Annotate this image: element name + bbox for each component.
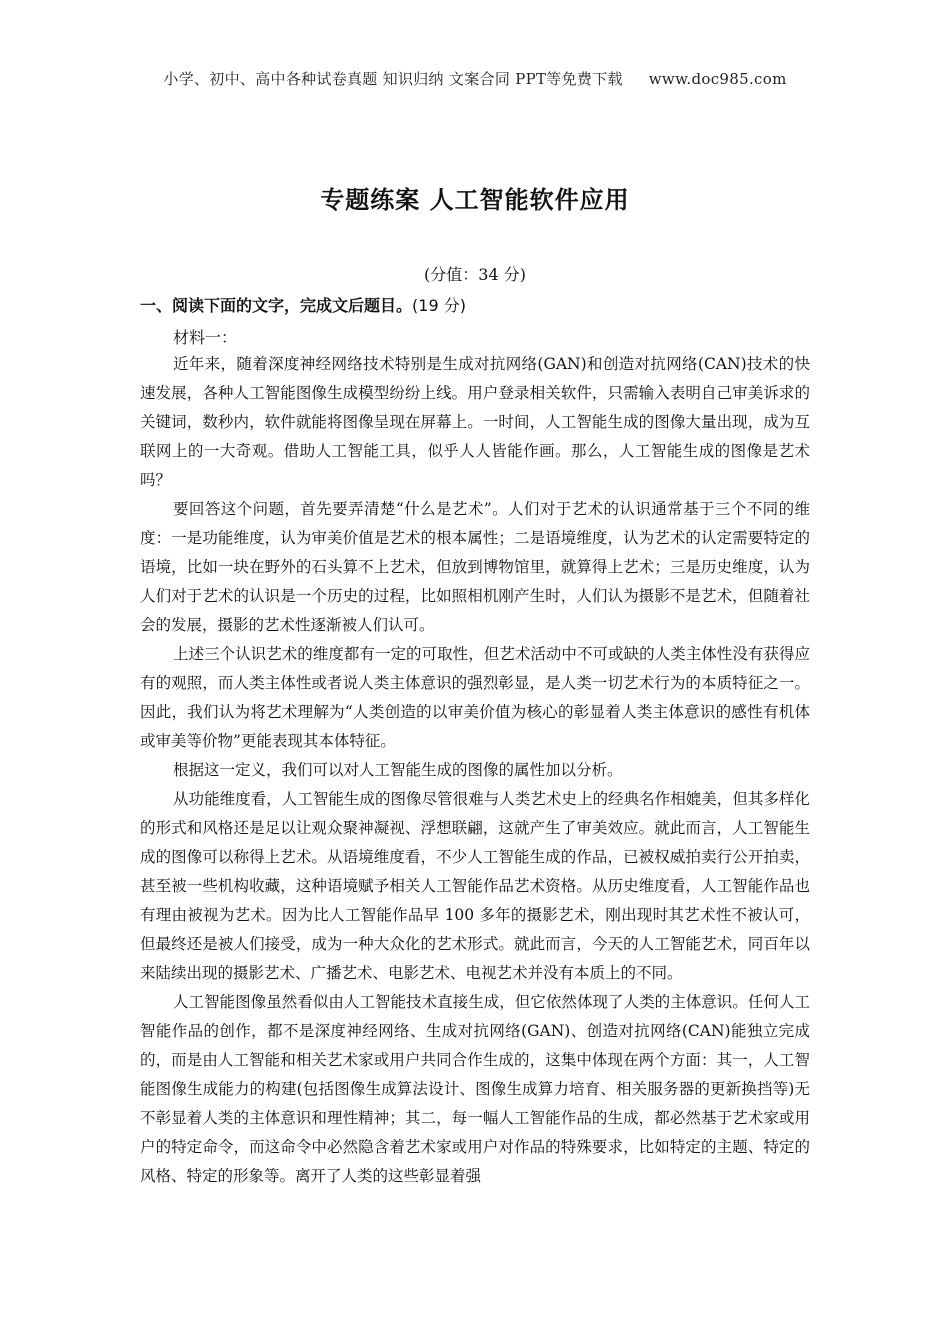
paragraph: 从功能维度看，人工智能生成的图像尽管很难与人类艺术史上的经典名作相媲美，但其多样化的形式和风格还是足以让观众聚神凝视、浮想联翩，这就产生了审美效应。就此而言，人工智能生成的图像可以称得上艺术。从语境维度看，不少人工智能生成的作品，已被权威拍卖行公开拍卖，甚至被一些机构收藏，这种语境赋予相关人工智能作品艺术资格。从历史维度看，人工智能作品也有理由被视为艺术。因为比人工智能作品早 100 多年的摄影艺术，刚出现时其艺术性不被认可，但最终还是被人们接受，成为一种大众化的艺术形式。就此而言，今天的人工智能艺术，同百年以来陆续出现的摄影艺术、广播艺术、电影艺术、电视艺术并没有本质上的不同。: [140, 790, 810, 982]
header-text: 小学、初中、高中各种试卷真题 知识归纳 文案合同 PPT等免费下载: [163, 70, 623, 88]
page-header: [0, 68, 950, 89]
score-line: (分值：34 分): [424, 265, 526, 284]
section-label: 一、阅读下面的文字，完成文后题目。: [140, 296, 413, 315]
paragraph: 上述三个认识艺术的维度都有一定的可取性，但艺术活动中不可或缺的人类主体性没有获得应有的观照，而人类主体性或者说人类主体意识的强烈彰显，是人类一切艺术行为的本质特征之一。因此，我们认为将艺术理解为“人类创造的以审美价值为核心的彰显着人类主体意识的感性有机体或审美等价物”更能表现其本体特征。: [140, 645, 810, 750]
article-body: [140, 350, 810, 1191]
paragraph: 人工智能图像虽然看似由人工智能技术直接生成，但它依然体现了人类的主体意识。任何人工智能作品的创作，都不是深度神经网络、生成对抗网络(GAN)、创造对抗网络(CAN)能独立完成的，而是由人工智能和相关艺术家或用户共同合作生成的，这集中体现在两个方面：其一，人工智能图像生成能力的构建(包括图像生成算法设计、图像生成算力培育、相关服务器的更新换挡等)无不彰显着人类的主体意识和理性精神；其二，每一幅人工智能作品的生成，都必然基于艺术家或用户的特定命令，而这命令中必然隐含着艺术家或用户对作品的特殊要求，比如特定的主题、特定的风格、特定的形象等。离开了人类的这些彰显着强: [140, 993, 810, 1185]
section-points: (19 分): [412, 296, 466, 315]
section-heading: [140, 293, 466, 316]
material-label: 材料一：: [173, 328, 238, 347]
paragraph: 近年来，随着深度神经网络技术特别是生成对抗网络(GAN)和创造对抗网络(CAN)技术的快速发展，各种人工智能图像生成模型纷纷上线。用户登录相关软件，只需输入表明自己审美诉求的关键词，数秒内，软件就能将图像呈现在屏幕上。一时间，人工智能生成的图像大量出现，成为互联网上的一大奇观。借助人工智能工具，似乎人人皆能作画。那么，人工智能生成的图像是艺术吗？: [140, 355, 810, 489]
paragraph: 根据这一定义，我们可以对人工智能生成的图像的属性加以分析。: [173, 761, 623, 779]
paragraph: 要回答这个问题，首先要弄清楚“什么是艺术”。人们对于艺术的认识通常基于三个不同的维度：一是功能维度，认为审美价值是艺术的根本属性；二是语境维度，认为艺术的认定需要特定的语境，比如一块在野外的石头算不上艺术，但放到博物馆里，就算得上艺术；三是历史维度，认为人们对于艺术的认识是一个历史的过程，比如照相机刚产生时，人们认为摄影不是艺术，但随着社会的发展，摄影的艺术性逐渐被人们认可。: [140, 500, 810, 634]
header-url[interactable]: www.doc985.com: [648, 70, 787, 88]
page-title: 专题练案 人工智能软件应用: [320, 186, 630, 214]
